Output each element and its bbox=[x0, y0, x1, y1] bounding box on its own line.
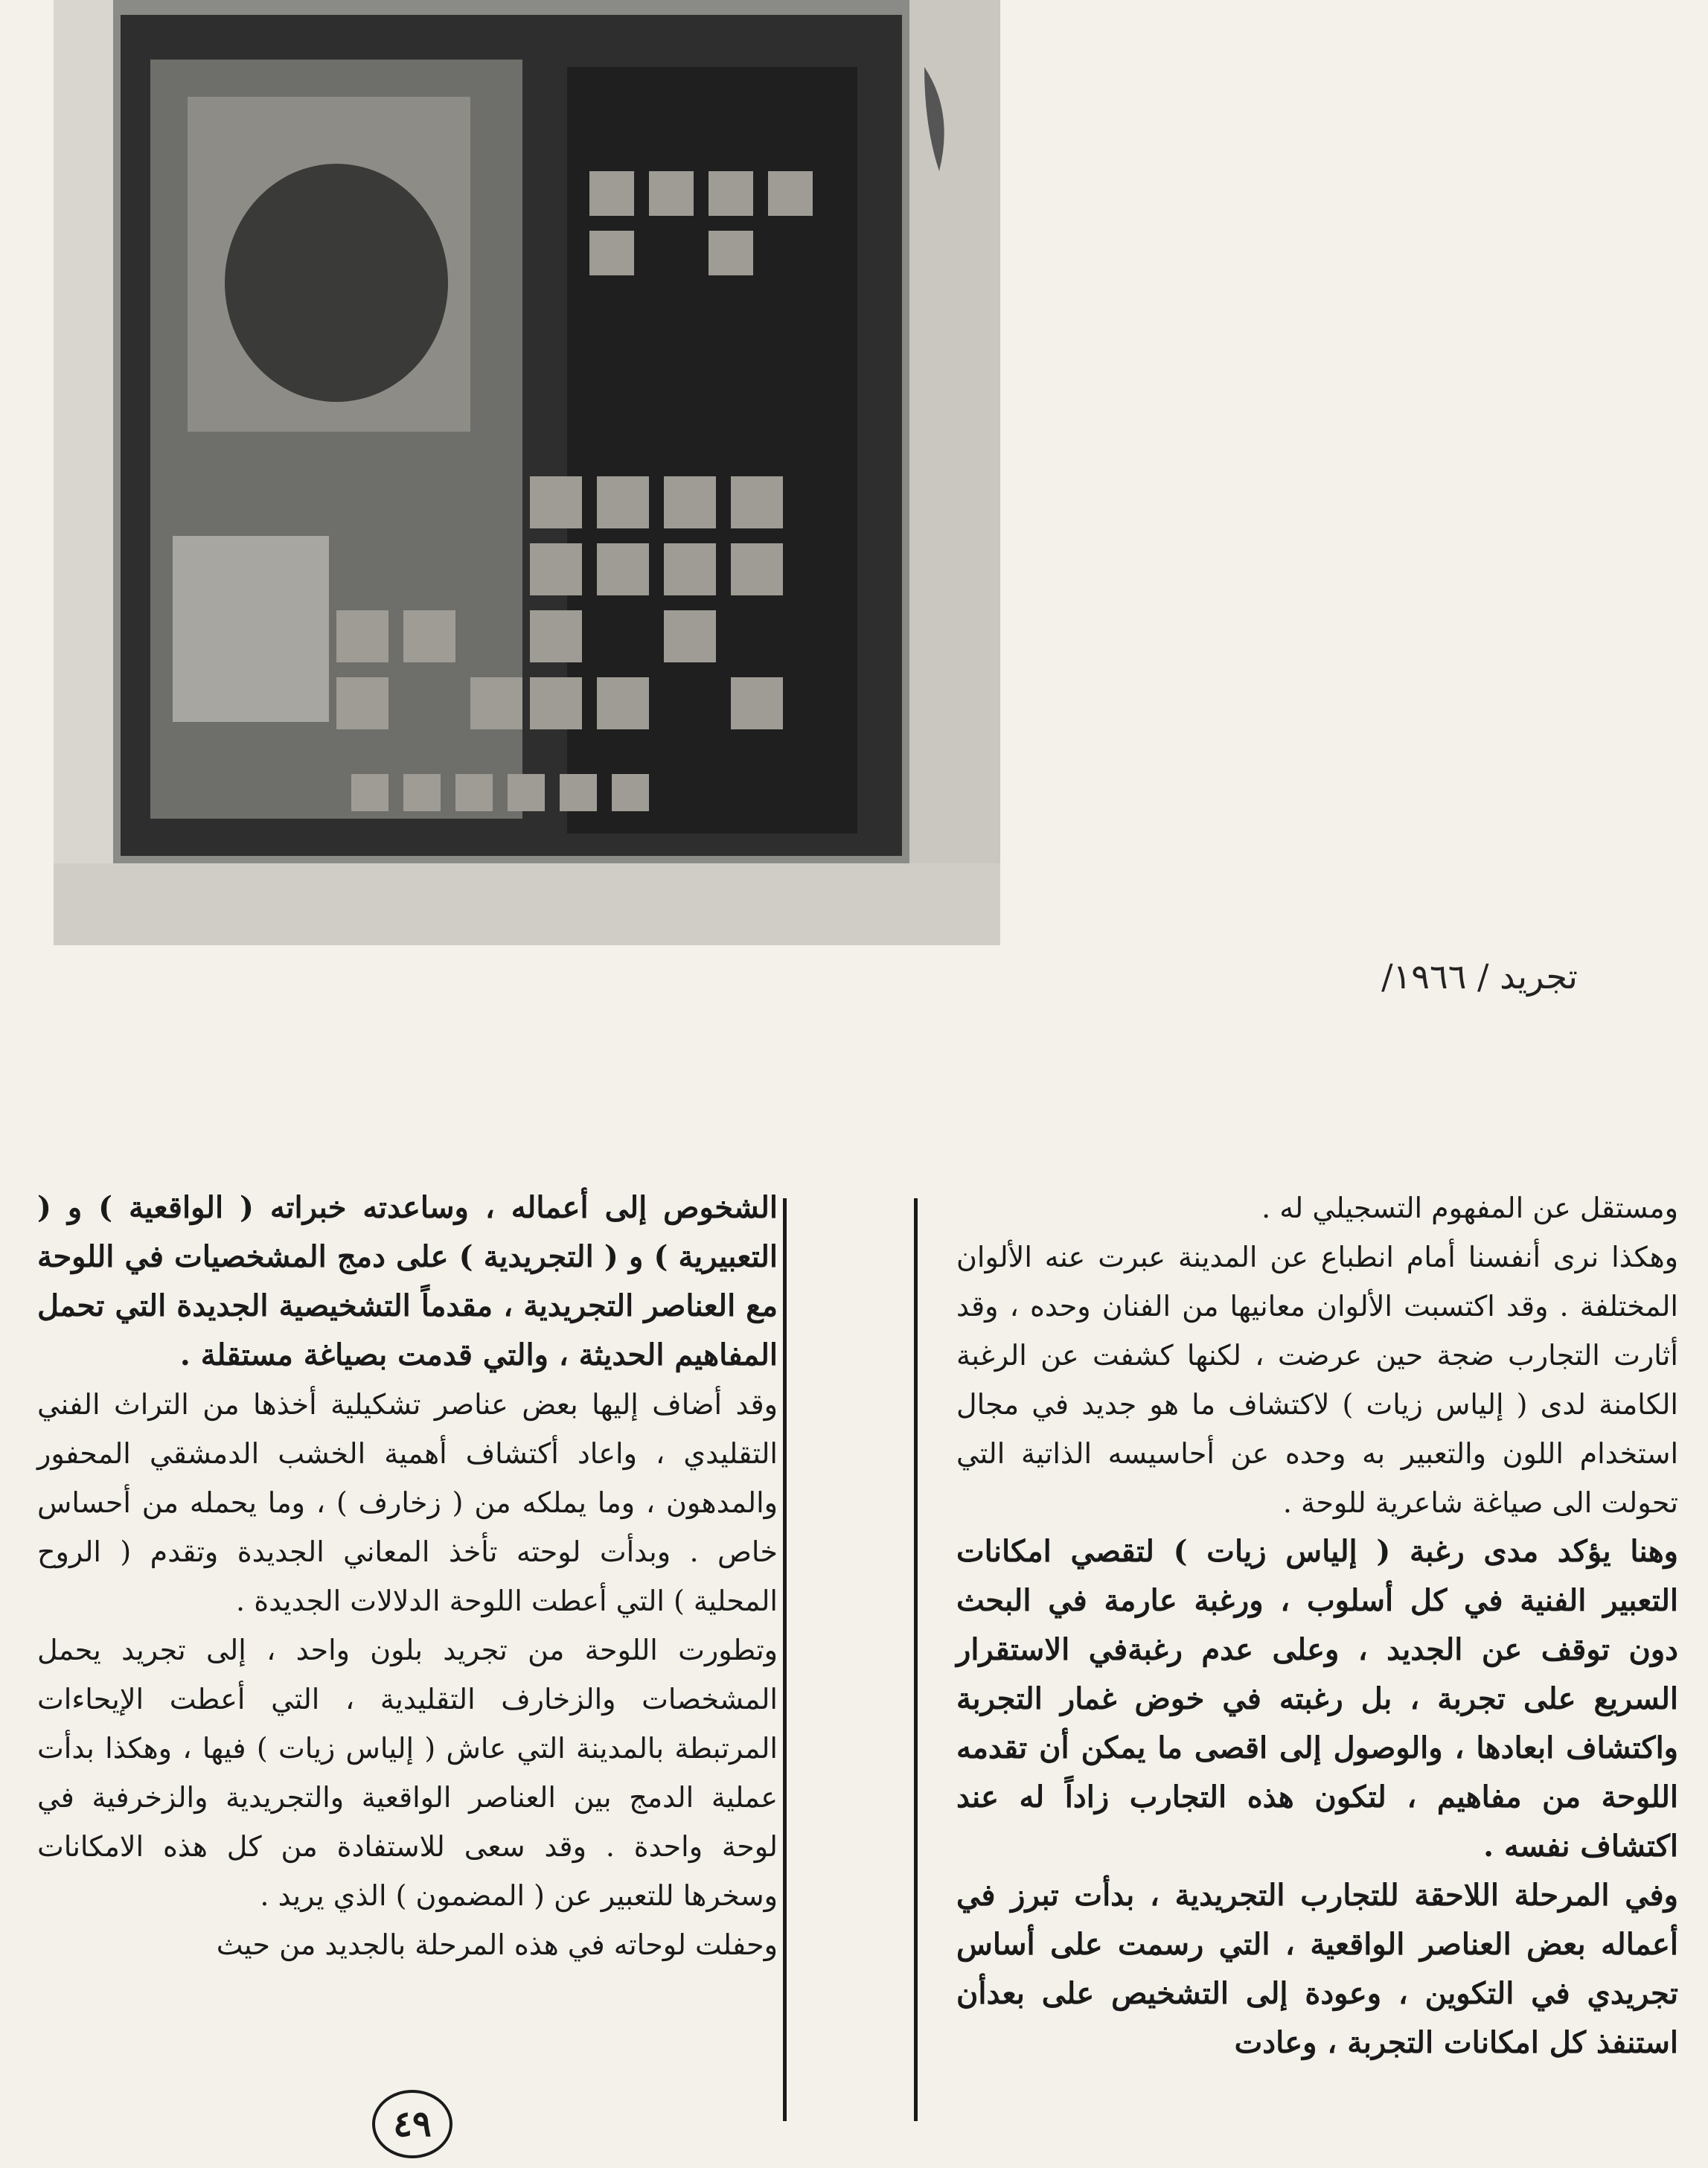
paragraph: الشخوص إلى أعماله ، وساعدته خبراته ( الواقعية ) و ( التعبيرية ) و ( التجريدية ) على دمج المشخصيات في اللوحة مع العناصر التجريدية ، مقدماً التشخيصية الجديدة التي تحمل المفاهيم الحديثة ، والتي قدمت بصياغة مستقلة . bbox=[37, 1190, 778, 1372]
abstract-painting-image bbox=[54, 0, 1000, 945]
column-divider bbox=[783, 1198, 787, 2121]
paragraph: وفي المرحلة اللاحقة للتجارب التجريدية ، بدأت تبرز في أعماله بعض العناصر الواقعية ، التي رسمت على أساس تجريدي في التكوين ، وعودة إلى التشخيص على بعدأن استنفذ كل امكانات التجربة ، وعادت bbox=[956, 1878, 1678, 2060]
paragraph: وقد أضاف إليها بعض عناصر تشكيلية أخذها من التراث الفني التقليدي ، واعاد أكتشاف أهمية الخشب الدمشقي المحفور والمدهون ، وما يملكه من ( زخارف ) ، وما يحمله من أحساس خاص . وبدأت لوحته تأخذ المعاني الجديدة وتقدم ( الروح المحلية ) التي أعطت اللوحة الدلالات الجديدة . bbox=[37, 1388, 778, 1617]
paragraph: ومستقل عن المفهوم التسجيلي له . bbox=[1261, 1192, 1678, 1224]
paragraph: وهنا يؤكد مدى رغبة ( إلياس زيات ) لتقصي امكانات التعبير الفنية في كل أسلوب ، ورغبة عارمة في البحث دون توقف عن الجديد ، وعلى عدم رغبةفي الاستقرار السريع على تجربة ، بل رغبته في خوض غمار التجربة واكتشاف ابعادها ، والوصول إلى اقصى ما يمكن أن تقدمه اللوحة من مفاهيم ، لتكون هذه التجارب زاداً له عند اكتشاف نفسه . bbox=[956, 1534, 1678, 1864]
column-divider bbox=[914, 1198, 918, 2121]
paragraph: وهكذا نرى أنفسنا أمام انطباع عن المدينة عبرت عنه الألوان المختلفة . وقد اكتسبت الألوان معانيها من الفنان وحده ، وقد أثارت التجارب ضجة حين عرضت ، لكنها كشفت عن الرغبة الكامنة لدى ( إلياس زيات ) لاكتشاف ما هو جديد في مجال استخدام اللون والتعبير به وحده عن أحاسيسه الذاتية التي تحولت الى صياغة شاعرية للوحة . bbox=[956, 1241, 1678, 1519]
paragraph: وتطورت اللوحة من تجريد بلون واحد ، إلى تجريد يحمل المشخصات والزخارف التقليدية ، التي أعطت الإيحاءات المرتبطة بالمدينة التي عاش ( إلياس زيات ) فيها ، وهكذا بدأت عملية الدمج بين العناصر الواقعية والتجريدية والزخرفية في لوحة واحدة . وقد سعى للاستفادة من كل هذه الامكانات وسخرها للتعبير عن ( المضمون ) الذي يريد . bbox=[37, 1634, 778, 1912]
paragraph: وحفلت لوحاته في هذه المرحلة بالجديد من حيث bbox=[216, 1928, 778, 1961]
article-column-left bbox=[37, 1183, 778, 1969]
article-column-right bbox=[956, 1183, 1678, 2068]
page-number: ٤٩ bbox=[372, 2090, 452, 2158]
painting-caption: تجريد / ١٩٦٦/ bbox=[1381, 956, 1578, 997]
